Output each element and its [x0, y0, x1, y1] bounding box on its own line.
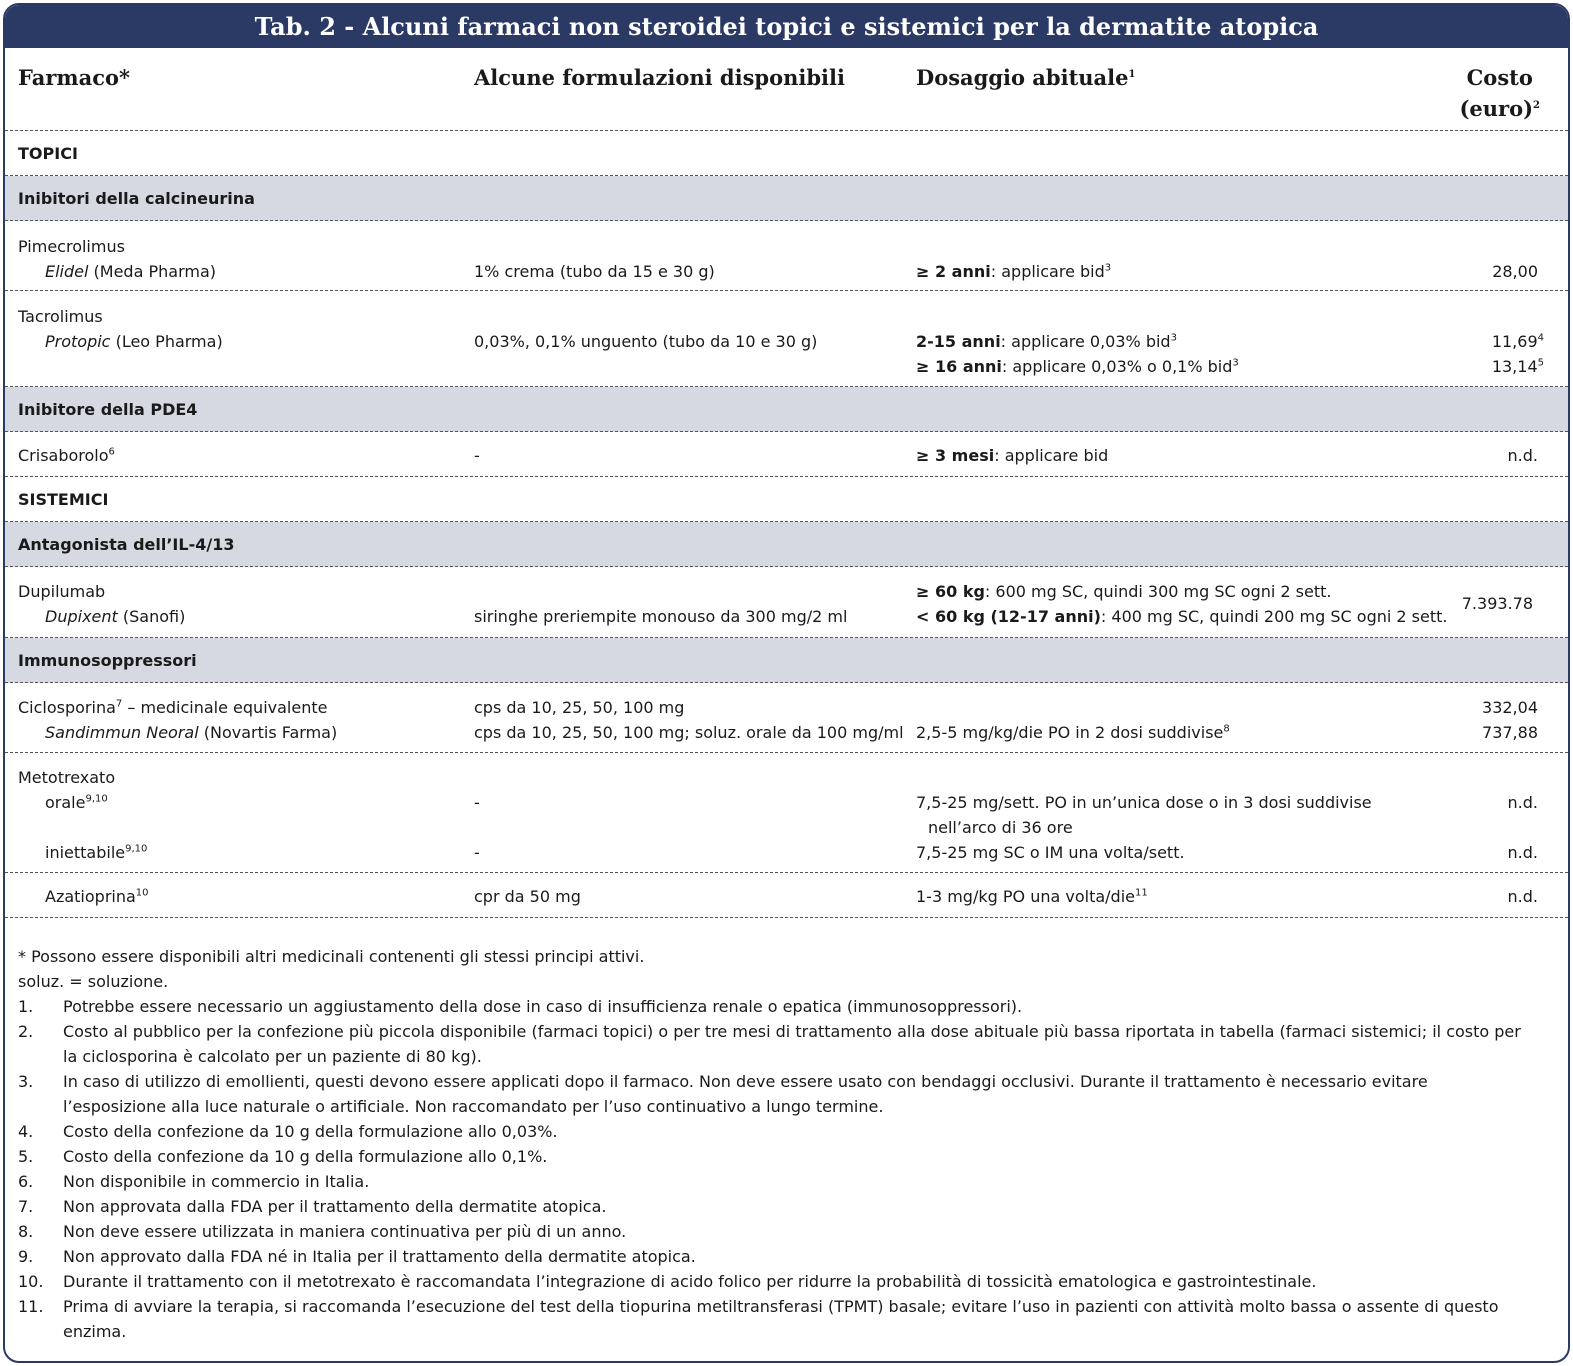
drug-name: Metotrexato orale$^{9,10}$ iniettabile$^{9,10}$: [18, 768, 148, 862]
dosage: ≥ 60 kg: 600 mg SC, quindi 300 mg SC ogni 2 sett. < 60 kg (12-17 anni): 400 mg SC, quindi 200 mg SC ogni 2 sett.: [916, 582, 1448, 626]
drug-name: Azatioprina$^{10}$: [45, 887, 149, 906]
note-item: 5. Costo della confezione da 10 g della formulazione allo 0,1%.: [18, 1147, 548, 1166]
note-item: 9. Non approvato dalla FDA né in Italia per il trattamento della dermatite atopica.: [18, 1247, 696, 1266]
formulation: siringhe preriempite monouso da 300 mg/2 ml: [474, 607, 848, 626]
dosage: 7,5-25 mg/sett. PO in un’unica dose o in 3 dosi suddivise nell’arco di 36 ore 7,5-25 mg SC o IM una volta/sett.: [916, 793, 1372, 862]
section-topici: TOPICI: [5, 131, 1568, 176]
drug-name: Tacrolimus Protopic (Leo Pharma): [18, 307, 223, 351]
section-immuno: Immunosoppressori: [5, 638, 1568, 683]
note-item: 6. Non disponibile in commercio in Italia.: [18, 1172, 370, 1191]
formulation: 1% crema (tubo da 15 e 30 g): [474, 262, 715, 281]
note-item: 2. Costo al pubblico per la confezione più piccola disponibile (farmaci topici) o per tre mesi di trattamento alla dose abituale più bassa riportata in tabella (farmaci sistemici; il costo per la ciclosporina è calcolato per un paziente di 80 kg).: [18, 1022, 1521, 1066]
note-item: 10. Durante il trattamento con il metotrexato è raccomandata l’integrazione di acido folico per ridurre la probabilità di tossicità ematologica e gastrointestinale.: [18, 1272, 1317, 1291]
dosage: 1-3 mg/kg PO una volta/die$^{11}$: [916, 887, 1148, 906]
formulation: -: [474, 446, 480, 465]
table-row-pimecrolimus: [5, 221, 1568, 291]
cost: 7.393.78: [1461, 594, 1533, 613]
table-row-metotrexato: [5, 753, 1568, 873]
table-notes: [5, 918, 1555, 1344]
header-costo: Costo (euro)$^2$: [1459, 65, 1540, 121]
dosage: 2-15 anni: applicare 0,03% bid$^3$ ≥ 16 anni: applicare 0,03% o 0,1% bid$^3$: [916, 332, 1239, 376]
cost: 332,04 737,88: [1482, 698, 1538, 742]
section-sistemici: SISTEMICI: [5, 477, 1568, 522]
drug-table: [5, 48, 1568, 1344]
dosage: 2,5-5 mg/kg/die PO in 2 dosi suddivise$^8$: [916, 723, 1230, 742]
note-item: 1. Potrebbe essere necessario un aggiustamento della dose in caso di insufficienza renale o epatica (immunosoppressori).: [18, 997, 1023, 1016]
header-formulazioni: Alcune formulazioni disponibili: [474, 65, 845, 90]
table-row-ciclosporina: [5, 683, 1568, 753]
drug-name: Ciclosporina$^7$ – medicinale equivalente Sandimmun Neoral (Novartis Farma): [18, 698, 338, 742]
note-star: * Possono essere disponibili altri medicinali contenenti gli stessi principi attivi.: [18, 947, 645, 966]
section-il413: Antagonista dell’IL-4/13: [5, 522, 1568, 567]
cost: n.d. n.d.: [1507, 793, 1538, 862]
formulation: cpr da 50 mg: [474, 887, 581, 906]
table-header: [5, 48, 1568, 131]
table-row-dupilumab: [5, 567, 1568, 638]
header-farmaco: Farmaco*: [18, 65, 131, 90]
note-item: 3. In caso di utilizzo di emollienti, questi devono essere applicati dopo il farmaco. Non deve essere usato con bendaggi occlusivi. Durante il trattamento è necessario evitare l’esposizione alla luce naturale o artificiale. Non raccomandato per l’uso continuativo a lungo termine.: [18, 1072, 1428, 1116]
note-abbreviation: soluz. = soluzione.: [18, 972, 169, 991]
table-row-tacrolimus: [5, 291, 1568, 387]
formulation: - -: [474, 793, 480, 862]
note-item: 4. Costo della confezione da 10 g della formulazione allo 0,03%.: [18, 1122, 558, 1141]
note-item: 8. Non deve essere utilizzata in maniera continuativa per più di un anno.: [18, 1222, 627, 1241]
table-frame: [3, 3, 1570, 1363]
note-item: 7. Non approvata dalla FDA per il trattamento della dermatite atopica.: [18, 1197, 607, 1216]
formulation: 0,03%, 0,1% unguento (tubo da 10 e 30 g): [474, 332, 818, 351]
note-item: 11. Prima di avviare la terapia, si raccomanda l’esecuzione del test della tiopurina metiltransferasi (TPMT) basale; evitare l’uso in pazienti con attività molto bassa o assente di questo enzima.: [18, 1297, 1499, 1341]
cost: n.d.: [1507, 887, 1538, 906]
cost: 28,00: [1492, 262, 1538, 281]
dosage: ≥ 3 mesi: applicare bid: [916, 446, 1109, 465]
drug-name: Pimecrolimus Elidel (Meda Pharma): [18, 237, 216, 281]
header-dosaggio: Dosaggio abituale$^1$: [916, 65, 1136, 90]
section-calcineurina: Inibitori della calcineurina: [5, 176, 1568, 221]
formulation: cps da 10, 25, 50, 100 mg cps da 10, 25, 50, 100 mg; soluz. orale da 100 mg/ml: [474, 698, 904, 742]
table-row-crisaborolo: [5, 432, 1568, 477]
cost: 11,69$^4$ 13,14$^5$: [1491, 332, 1544, 376]
table-row-azatioprina: [5, 873, 1568, 918]
drug-name: Crisaborolo$^6$: [18, 446, 115, 465]
dosage: ≥ 2 anni: applicare bid$^3$: [916, 262, 1112, 281]
drug-name: Dupilumab Dupixent (Sanofi): [18, 582, 186, 626]
table-title: Tab. 2 - Alcuni farmaci non steroidei topici e sistemici per la dermatite atopica: [5, 5, 1568, 48]
section-pde4: Inibitore della PDE4: [5, 387, 1568, 432]
cost: n.d.: [1507, 446, 1538, 465]
